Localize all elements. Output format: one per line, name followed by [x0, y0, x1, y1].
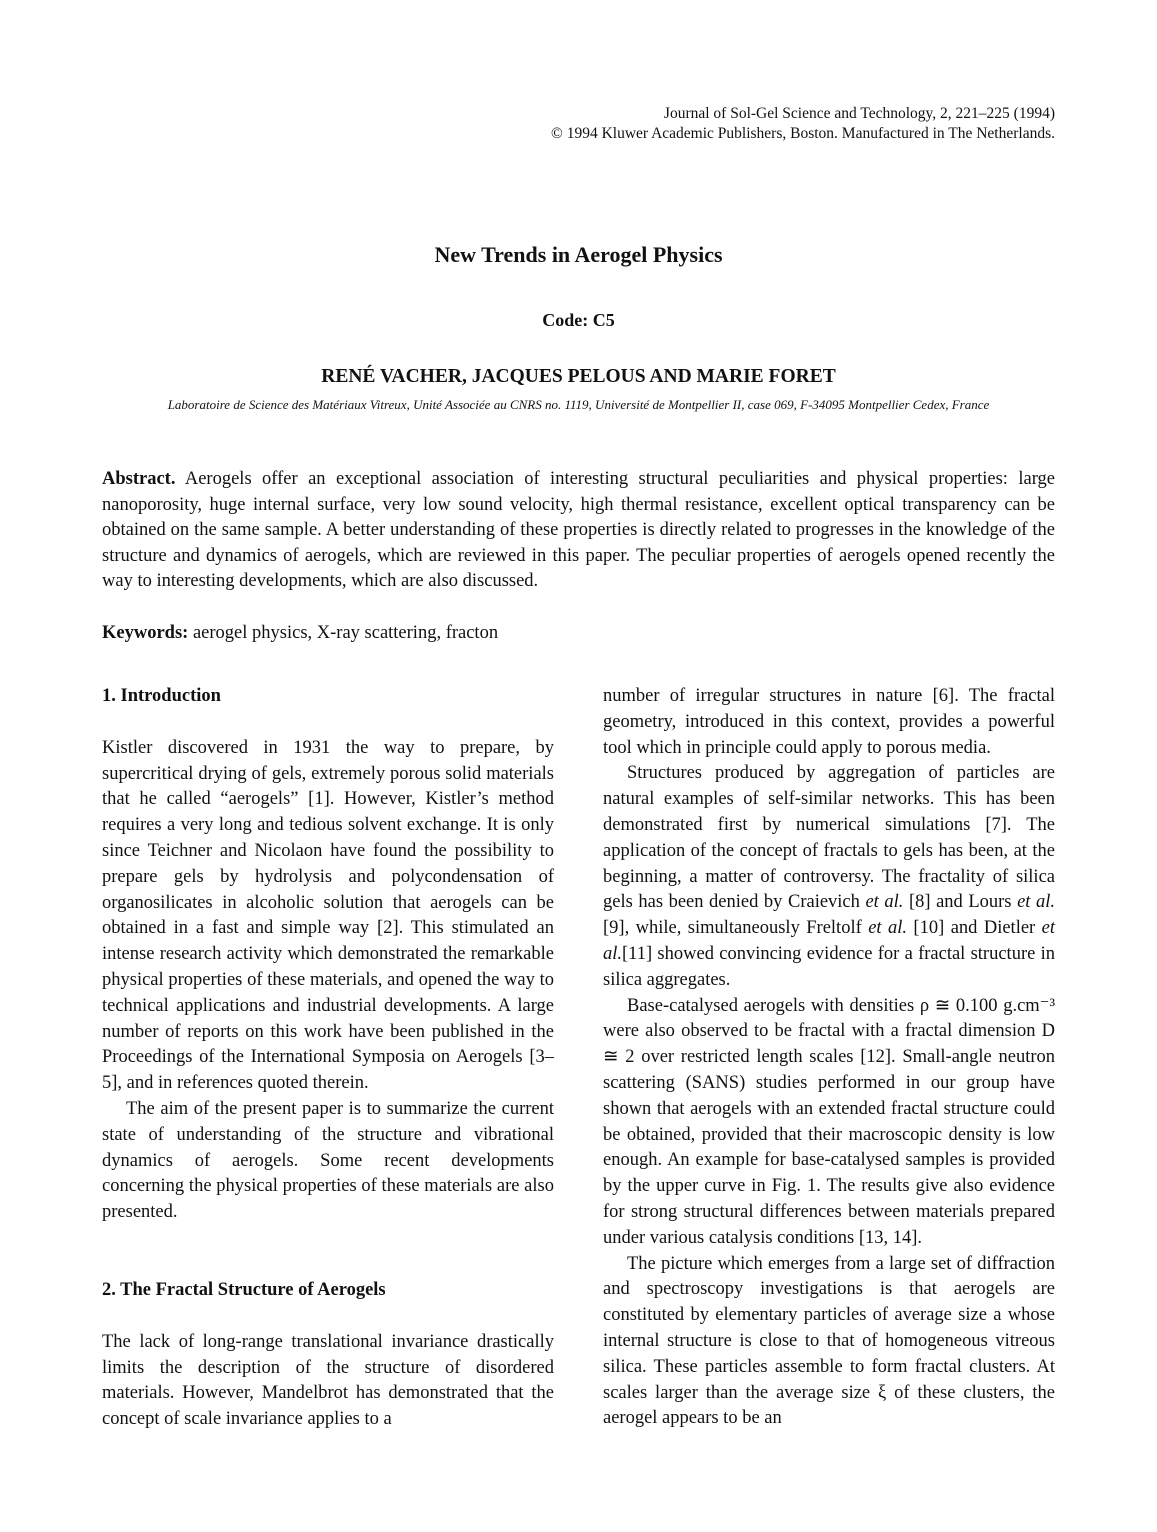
et-al-italic: et al. [868, 918, 907, 939]
abstract [102, 467, 1055, 595]
paper-code: Code: C5 [542, 310, 615, 330]
right-paragraph-1: number of irregular structures in nature [6]. The fractal geometry, introduced in this context, provides a powerful tool which in principle could apply to porous media. [603, 686, 1055, 758]
right-paragraph-3: Base-catalysed aerogels with densities ρ ≅ 0.100 g.cm⁻³ were also observed to be fractal with a fractal dimension D ≅ 2 over restricted length scales [12]. Small-angle neutron scattering (SANS) studies performed in our group have shown that aerogels with an extended fractal structure could be obtained, provided that their macroscopic density is low enough. An example for base-catalysed samples is provided by the upper curve in Fig. 1. The results give also evidence for strong structural differences between materials prepared under various catalysis conditions [13, 14]. [603, 995, 1055, 1248]
abstract-label: Abstract. [102, 469, 176, 489]
fractal-paragraph-1: The lack of long-range translational invariance drastically limits the description of the structure of disordered materials. However, Mandelbrot has demonstrated that the concept of scale invariance applies to a [102, 1331, 554, 1430]
section-heading-introduction: 1. Introduction [102, 686, 221, 706]
right-column [603, 684, 1055, 1432]
text-run: [10] and Dietler [907, 918, 1042, 939]
intro-paragraph-2: The aim of the present paper is to summarize the current state of understanding of the structure and vibrational dynamics of aerogels. Some recent developments concerning the physical properties of these materials are also presented. [102, 1098, 554, 1223]
paper-authors: RENÉ VACHER, JACQUES PELOUS AND MARIE FORET [321, 366, 836, 387]
text-run: Structures produced by aggregation of particles are natural examples of self-similar networks. This has been demonstrated first by numerical simulations [7]. The application of the concept of fractals to gels has been, at the beginning, a matter of controversy. The fractality of silica gels has been denied by Craievich [603, 763, 1055, 913]
author-affiliation: Laboratoire de Science des Matériaux Vitreux, Unité Associée au CNRS no. 1119, Université de Montpellier II, case 069, F-34095 Montpellier Cedex, France [167, 397, 990, 412]
journal-header [355, 104, 1055, 144]
text-run: [8] and Lours [903, 892, 1018, 913]
intro-paragraph-1: Kistler discovered in 1931 the way to prepare, by supercritical drying of gels, extremely porous solid materials that he called “aerogels” [1]. However, Kistler’s method requires a very long and tedious solvent exchange. It is only since Teichner and Nicolaon have found the possibility to prepare gels by hydrolysis and polycondensation of organosilicates in alcoholic solution that aerogels can be obtained in a fast and simple way [2]. This stimulated an intense research activity which demonstrated the remarkable physical properties of these materials, and opened the way to technical applications and industrial developments. A large number of reports on this work have been published in the Proceedings of the International Symposia on Aerogels [3–5], and in references quoted therein. [102, 737, 554, 1094]
text-run: [11] showed convincing evidence for a fractal structure in silica aggregates. [603, 943, 1055, 990]
copyright-line: © 1994 Kluwer Academic Publishers, Boston. Manufactured in The Netherlands. [551, 125, 1055, 142]
et-al-italic: et al. [1017, 892, 1056, 913]
journal-citation: Journal of Sol-Gel Science and Technology, 2, 221–225 (1994) [663, 105, 1055, 122]
et-al-italic: et al. [603, 918, 1055, 964]
keywords [102, 621, 1055, 647]
et-al-italic: et al. [865, 892, 904, 913]
right-paragraph-2 [603, 761, 1055, 993]
text-run: [9], while, simultaneously Freltolf [603, 918, 869, 939]
right-paragraph-4: The picture which emerges from a large set of diffraction and spectroscopy investigations is that aerogels are constituted by elementary particles of average size a whose internal structure is close to that of homogeneous vitreous silica. These particles assemble to form fractal clusters. At scales larger than the average size ξ of these clusters, the aerogel appears to be an [603, 1253, 1055, 1429]
left-column [102, 684, 554, 1433]
paper-title: New Trends in Aerogel Physics [434, 242, 723, 267]
keywords-label: Keywords: [102, 623, 189, 643]
keywords-text: aerogel physics, X-ray scattering, fracton [192, 623, 499, 643]
section-heading-fractal-structure: 2. The Fractal Structure of Aerogels [102, 1279, 386, 1300]
abstract-text: Aerogels offer an exceptional association of interesting structural peculiarities and physical properties: large nanoporosity, huge internal surface, very low sound velocity, high thermal resistance, excellent optical transparency can be obtained on the same sample. A better understanding of these properties is directly related to progresses in the knowledge of the structure and dynamics of aerogels, which are reviewed in this paper. The peculiar properties of aerogels opened recently the way to interesting developments, which are also discussed. [102, 469, 1055, 591]
